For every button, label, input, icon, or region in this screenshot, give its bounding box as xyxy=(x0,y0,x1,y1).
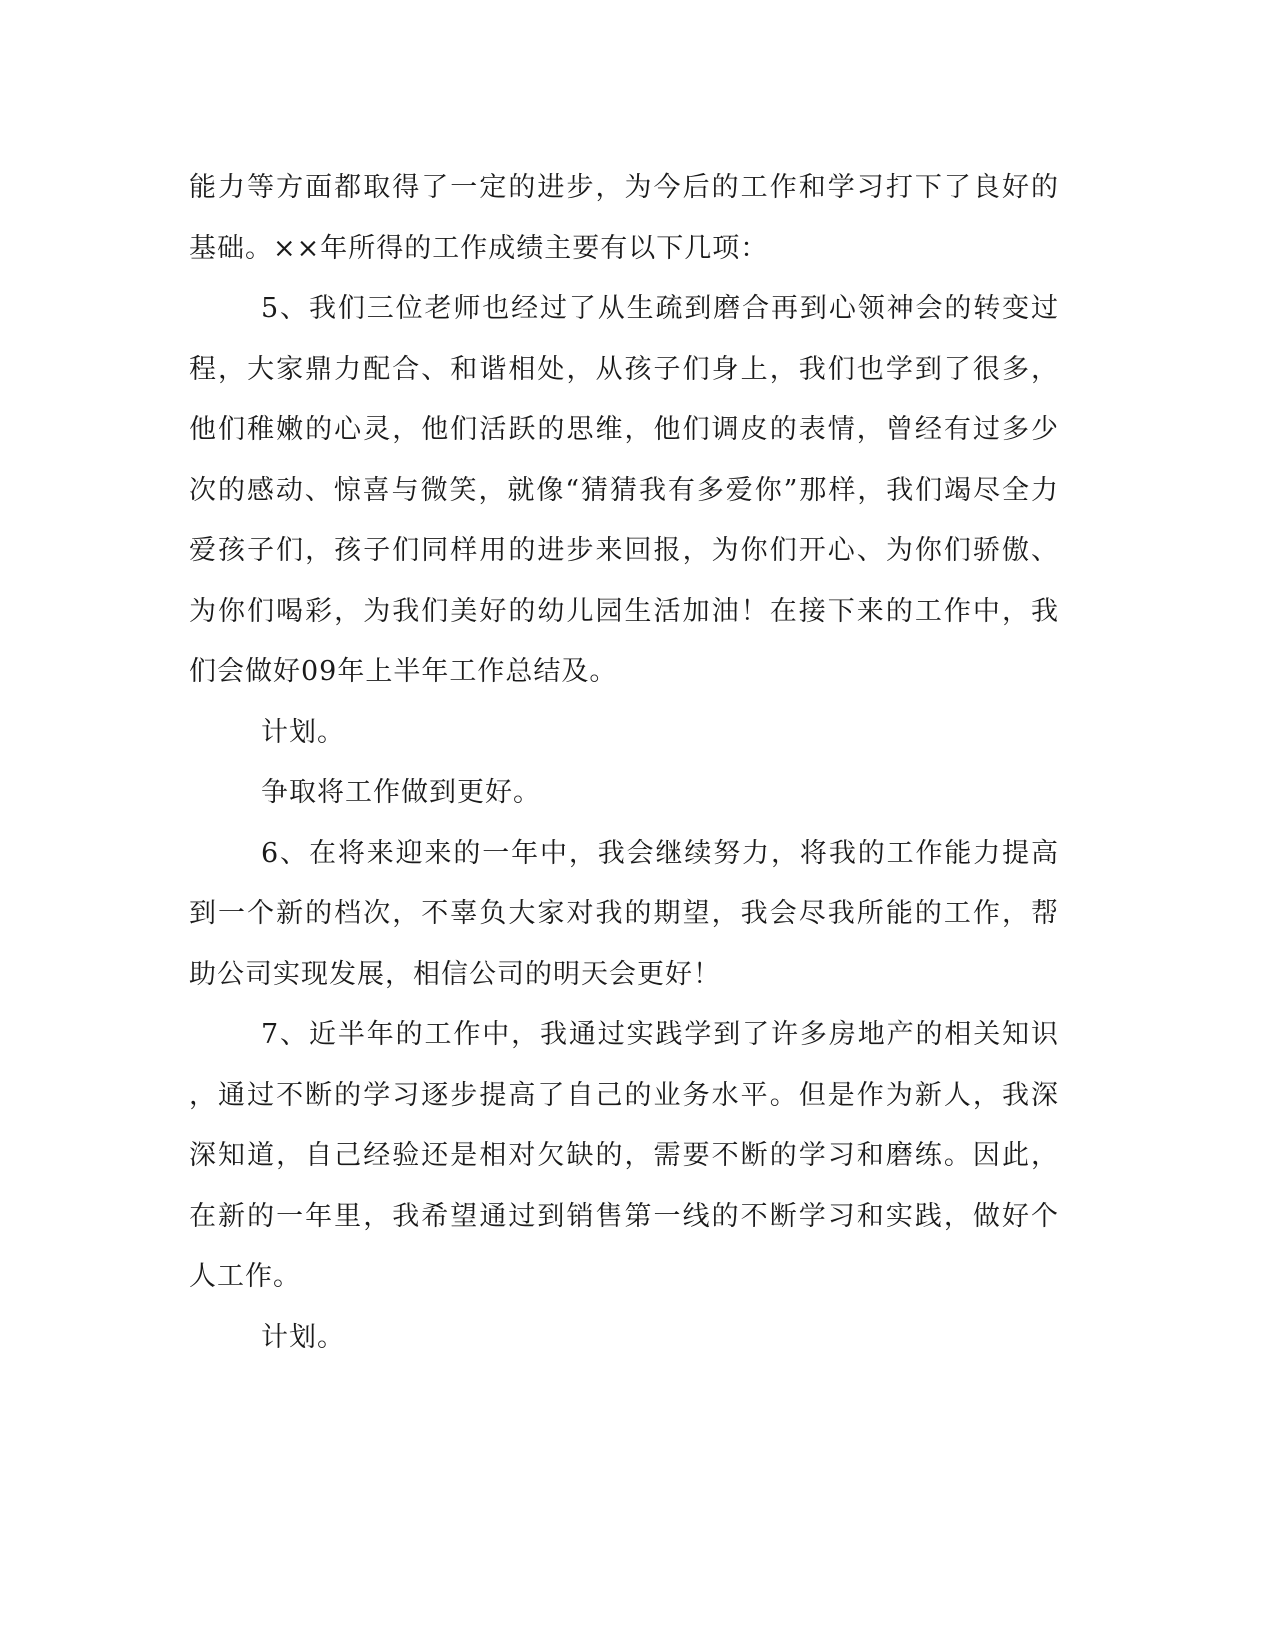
text-line: 为你们喝彩，为我们美好的幼儿园生活加油！在接下来的工作中，我 xyxy=(189,595,1059,627)
text-line: 能力等方面都取得了一定的进步，为今后的工作和学习打下了良好的 xyxy=(189,172,1059,203)
text-line: 助公司实现发展，相信公司的明天会更好！ xyxy=(189,958,721,990)
text-line: 次的感动、惊喜与微笑，就像“猜猜我有多爱你”那样，我们竭尽全力 xyxy=(189,474,1059,506)
text-line: 计划。 xyxy=(261,716,345,748)
text-line: 争取将工作做到更好。 xyxy=(261,777,541,808)
text-line: 程，大家鼎力配合、和谐相处，从孩子们身上，我们也学到了很多， xyxy=(189,353,1059,385)
text-line: 他们稚嫩的心灵，他们活跃的思维，他们调皮的表情，曾经有过多少 xyxy=(189,414,1059,445)
text-line: 7、近半年的工作中，我通过实践学到了许多房地产的相关知识 xyxy=(261,1019,1059,1050)
body-text xyxy=(189,158,1059,1368)
text-line: 人工作。 xyxy=(189,1261,301,1292)
text-line: 们会做好09年上半年工作总结及。 xyxy=(189,656,618,687)
text-line: 基础。××年所得的工作成绩主要有以下几项： xyxy=(189,232,769,264)
text-line: ，通过不断的学习逐步提高了自己的业务水平。但是作为新人，我深 xyxy=(189,1079,1059,1111)
text-line: 6、在将来迎来的一年中，我会继续努力，将我的工作能力提高 xyxy=(261,837,1059,869)
text-line: 在新的一年里，我希望通过到销售第一线的不断学习和实践，做好个 xyxy=(189,1200,1059,1232)
text-line: 计划。 xyxy=(261,1321,345,1353)
text-line: 深知道，自己经验还是相对欠缺的，需要不断的学习和磨练。因此， xyxy=(189,1140,1059,1171)
text-line: 到一个新的档次，不辜负大家对我的期望，我会尽我所能的工作，帮 xyxy=(189,898,1059,929)
text-line: 5、我们三位老师也经过了从生疏到磨合再到心领神会的转变过 xyxy=(261,293,1059,324)
text-line: 爱孩子们，孩子们同样用的进步来回报，为你们开心、为你们骄傲、 xyxy=(189,535,1059,566)
